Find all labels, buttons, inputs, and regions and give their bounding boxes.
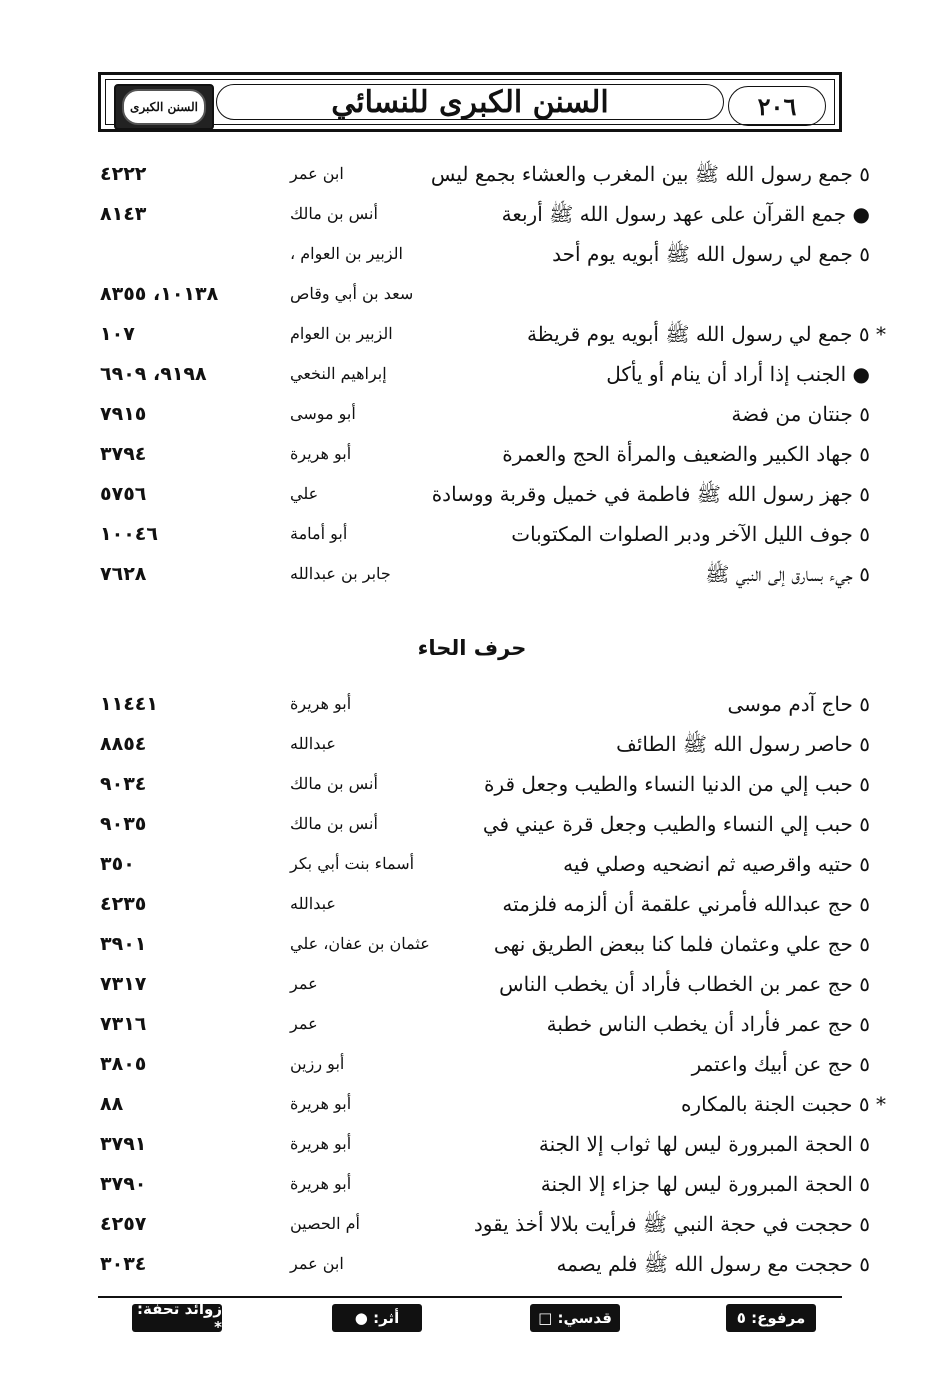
row-marker: ٥ <box>859 482 870 506</box>
row-text: حججت في حجة النبي ﷺ فرأيت بلالا أخذ يقود <box>473 1212 853 1236</box>
hadith-text <box>705 556 870 592</box>
row-text: جنتان من فضة <box>731 402 853 426</box>
index-row <box>90 1006 870 1042</box>
hadith-text <box>556 1246 870 1282</box>
page-number-box <box>728 86 826 126</box>
row-text: الحجة المبرورة ليس لها جزاء إلا الجنة <box>540 1172 853 1196</box>
index-row <box>90 476 870 512</box>
row-text: جمع لي رسول الله ﷺ أبويه يوم أحد <box>552 242 853 266</box>
row-text: جوف الليل الآخر ودبر الصلوات المكتوبات <box>511 522 853 546</box>
hadith-text <box>483 806 870 842</box>
row-text: الحجة المبرورة ليس لها ثواب إلا الجنة <box>538 1132 853 1156</box>
title-cartouche <box>216 84 724 120</box>
index-row <box>90 236 870 272</box>
index-row <box>90 966 870 1002</box>
row-text: حبب إلي النساء والطيب وجعل قرة عيني في <box>482 812 853 836</box>
narrator: الزبير بن العوام ، <box>290 244 403 263</box>
narrator: أبو هريرة <box>290 694 352 713</box>
hadith-number: ٣٧٩١ <box>100 1133 147 1155</box>
row-marker: ٥ <box>859 1252 870 1276</box>
row-marker: ٥ <box>859 1212 870 1236</box>
hadith-text <box>547 1006 870 1042</box>
row-marker: ٥ <box>859 852 870 876</box>
hadith-number: ٤٢٣٥ <box>100 893 147 915</box>
narrator: علي <box>290 484 319 503</box>
row-text: حججت مع رسول الله ﷺ فلم يصمه <box>556 1252 853 1276</box>
row-text: حجبت الجنة بالمكاره <box>680 1092 853 1116</box>
hadith-text <box>539 1126 870 1162</box>
row-marker: ● <box>852 202 870 226</box>
narrator: ابن عمر <box>290 1254 344 1273</box>
hadith-number: ٩٠٣٥ <box>100 813 147 835</box>
hadith-number: ٩١٩٨، ٦٩٠٩ <box>100 363 207 385</box>
hadith-text <box>431 156 870 192</box>
hadith-text <box>541 1166 870 1202</box>
book-title: السنن الكبرى للنسائي <box>331 84 609 120</box>
hadith-number: ٧٣١٦ <box>100 1013 147 1035</box>
row-marker: ٥ <box>859 1012 870 1036</box>
hadith-text <box>432 476 870 512</box>
index-row <box>90 1086 886 1122</box>
row-marker: ٥ <box>859 1172 870 1196</box>
index-row <box>90 686 870 722</box>
row-text: جهز رسول الله ﷺ فاطمة في خميل وقربة ووسادة <box>431 482 853 506</box>
page-number: ٢٠٦ <box>757 91 797 121</box>
narrator: الزبير بن العوام <box>290 324 393 343</box>
narrator: أبو أمامة <box>290 524 348 543</box>
row-marker: ٥ <box>859 932 870 956</box>
hadith-text <box>502 436 870 472</box>
hadith-text <box>494 926 870 962</box>
narrator: أنس بن مالك <box>290 774 378 793</box>
row-text: الجنب إذا أراد أن ينام أو يأكل <box>606 362 847 386</box>
narrator: عبدالله <box>290 734 336 753</box>
row-text: حج عمر فأراد أن يخطب الناس خطبة <box>546 1012 853 1036</box>
row-text: جمع القرآن على عهد رسول الله ﷺ أربعة <box>501 202 847 226</box>
narrator: عمر <box>290 974 318 993</box>
row-marker: ٥ <box>859 522 870 546</box>
hadith-text <box>502 196 870 232</box>
narrator: أنس بن مالك <box>290 814 378 833</box>
row-marker: ٥ <box>859 892 870 916</box>
row-marker: ٥ <box>859 812 870 836</box>
hadith-number: ١٠٠٤٦ <box>100 523 158 545</box>
narrator: أبو هريرة <box>290 1134 352 1153</box>
book-seal-icon <box>114 84 214 130</box>
row-text: جيء بسارق إلى النبي ﷺ <box>705 562 853 586</box>
row-marker: * ٥ <box>858 322 886 346</box>
row-marker: ٥ <box>859 402 870 426</box>
row-text: جمع رسول الله ﷺ بين المغرب والعشاء بجمع ليس <box>430 162 853 186</box>
row-marker: ٥ <box>859 562 870 586</box>
narrator: إبراهيم النخعي <box>290 364 387 383</box>
narrator: أنس بن مالك <box>290 204 378 223</box>
row-marker: ٥ <box>859 1132 870 1156</box>
narrator: سعد بن أبي وقاص <box>290 284 414 303</box>
index-row <box>90 516 870 552</box>
hadith-number: ١١٤٤١ <box>100 693 158 715</box>
index-row <box>90 396 870 432</box>
row-marker: ٥ <box>859 162 870 186</box>
hadith-number: ٣٧٩٤ <box>100 443 147 465</box>
narrator: أبو موسى <box>290 404 356 423</box>
narrator: أبو هريرة <box>290 1174 352 1193</box>
hadith-number: ٣٨٠٥ <box>100 1053 147 1075</box>
row-text: حبب إلي من الدنيا النساء والطيب وجعل قرة <box>483 772 853 796</box>
hadith-number: ٥٧٥٦ <box>100 483 147 505</box>
hadith-number: ٧٩١٥ <box>100 403 147 425</box>
row-marker: ٥ <box>859 772 870 796</box>
hadith-number: ٣٧٩٠ <box>100 1173 147 1195</box>
row-text: حاصر رسول الله ﷺ الطائف <box>616 732 853 756</box>
hadith-number: ٨١٤٣ <box>100 203 147 225</box>
hadith-number: ٤٢٢٢ <box>100 163 147 185</box>
hadith-number: ٨٨ <box>100 1093 124 1115</box>
index-row <box>90 276 870 312</box>
row-marker: ٥ <box>859 692 870 716</box>
hadith-number: ٣٠٣٤ <box>100 1253 147 1275</box>
legend-marfu: مرفوع: ٥ <box>726 1304 816 1332</box>
hadith-number: ٧٣١٧ <box>100 973 147 995</box>
hadith-text <box>527 316 886 352</box>
hadith-text <box>499 966 870 1002</box>
row-text: جهاد الكبير والضعيف والمرأة الحج والعمرة <box>502 442 853 466</box>
hadith-text <box>474 1206 870 1242</box>
hadith-text <box>692 1046 870 1082</box>
index-row <box>90 926 870 962</box>
section-title: حرف الحاء <box>417 636 527 660</box>
index-row <box>90 806 870 842</box>
index-row <box>90 156 870 192</box>
row-marker: ● <box>852 362 870 386</box>
row-text: حج عن أبيك واعتمر <box>691 1052 853 1076</box>
hadith-text <box>731 396 870 432</box>
hadith-text <box>552 236 870 272</box>
narrator: أسماء بنت أبي بكر <box>290 854 415 873</box>
row-marker: ٥ <box>859 1052 870 1076</box>
hadith-number: ١٠٧ <box>100 323 135 345</box>
narrator: أبو رزين <box>290 1054 345 1073</box>
hadith-text <box>727 686 870 722</box>
row-text: حج عمر بن الخطاب فأراد أن يخطب الناس <box>499 972 853 996</box>
index-row <box>90 1166 870 1202</box>
narrator: أبو هريرة <box>290 1094 352 1113</box>
index-row <box>90 846 870 882</box>
index-row <box>90 316 886 352</box>
index-row <box>90 1246 870 1282</box>
narrator: عمر <box>290 1014 318 1033</box>
hadith-text <box>616 726 870 762</box>
row-marker: ٥ <box>859 732 870 756</box>
hadith-number: ٩٠٣٤ <box>100 773 147 795</box>
hadith-text <box>502 886 870 922</box>
hadith-number: ٨٨٥٤ <box>100 733 147 755</box>
narrator: ابن عمر <box>290 164 344 183</box>
index-row <box>90 766 870 802</box>
legend-athar: أثر: ● <box>332 1304 422 1332</box>
legend-zawaid: زوائد تحفة: * <box>132 1304 222 1332</box>
row-text: حج علي وعثمان فلما كنا ببعض الطريق نهى <box>493 932 853 956</box>
index-row <box>90 1126 870 1162</box>
hadith-text <box>511 516 870 552</box>
row-marker: ٥ <box>859 442 870 466</box>
row-marker: ٥ <box>859 972 870 996</box>
legend-qudsi: قدسي: □ <box>530 1304 620 1332</box>
hadith-number: ١٠١٣٨، ٨٣٥٥ <box>100 283 219 305</box>
hadith-text <box>484 766 870 802</box>
index-row <box>90 556 870 592</box>
row-text: حاج آدم موسى <box>727 692 853 716</box>
row-text: حج عبدالله فأمرني علقمة أن ألزمه فلزمته <box>502 892 853 916</box>
hadith-number: ٣٥٠ <box>100 853 135 875</box>
hadith-text <box>681 1086 886 1122</box>
row-text: جمع لي رسول الله ﷺ أبويه يوم قريظة <box>526 322 853 346</box>
seal-oval <box>122 89 206 125</box>
hadith-text <box>563 846 870 882</box>
header-inner-border <box>105 79 835 125</box>
index-row <box>90 886 870 922</box>
index-row <box>90 726 870 762</box>
hadith-number: ٧٦٢٨ <box>100 563 147 585</box>
index-row <box>90 356 870 392</box>
hadith-number: ٤٢٥٧ <box>100 1213 147 1235</box>
index-row <box>90 436 870 472</box>
narrator: عثمان بن عفان، علي <box>290 934 430 953</box>
index-row <box>90 1046 870 1082</box>
narrator: جابر بن عبدالله <box>290 564 391 583</box>
narrator: أم الحصين <box>290 1214 360 1233</box>
row-marker: ٥ <box>859 242 870 266</box>
narrator: عبدالله <box>290 894 336 913</box>
hadith-text <box>606 356 870 392</box>
index-row <box>90 1206 870 1242</box>
hadith-number: ٣٩٠١ <box>100 933 147 955</box>
page-header <box>98 72 842 132</box>
narrator: أبو هريرة <box>290 444 352 463</box>
footer-divider <box>98 1296 842 1298</box>
index-row <box>90 196 870 232</box>
row-marker: * ٥ <box>858 1092 886 1116</box>
seal-text: السنن الكبرى <box>130 100 198 114</box>
row-text: حتيه واقرصيه ثم انضحيه وصلي فيه <box>563 852 853 876</box>
